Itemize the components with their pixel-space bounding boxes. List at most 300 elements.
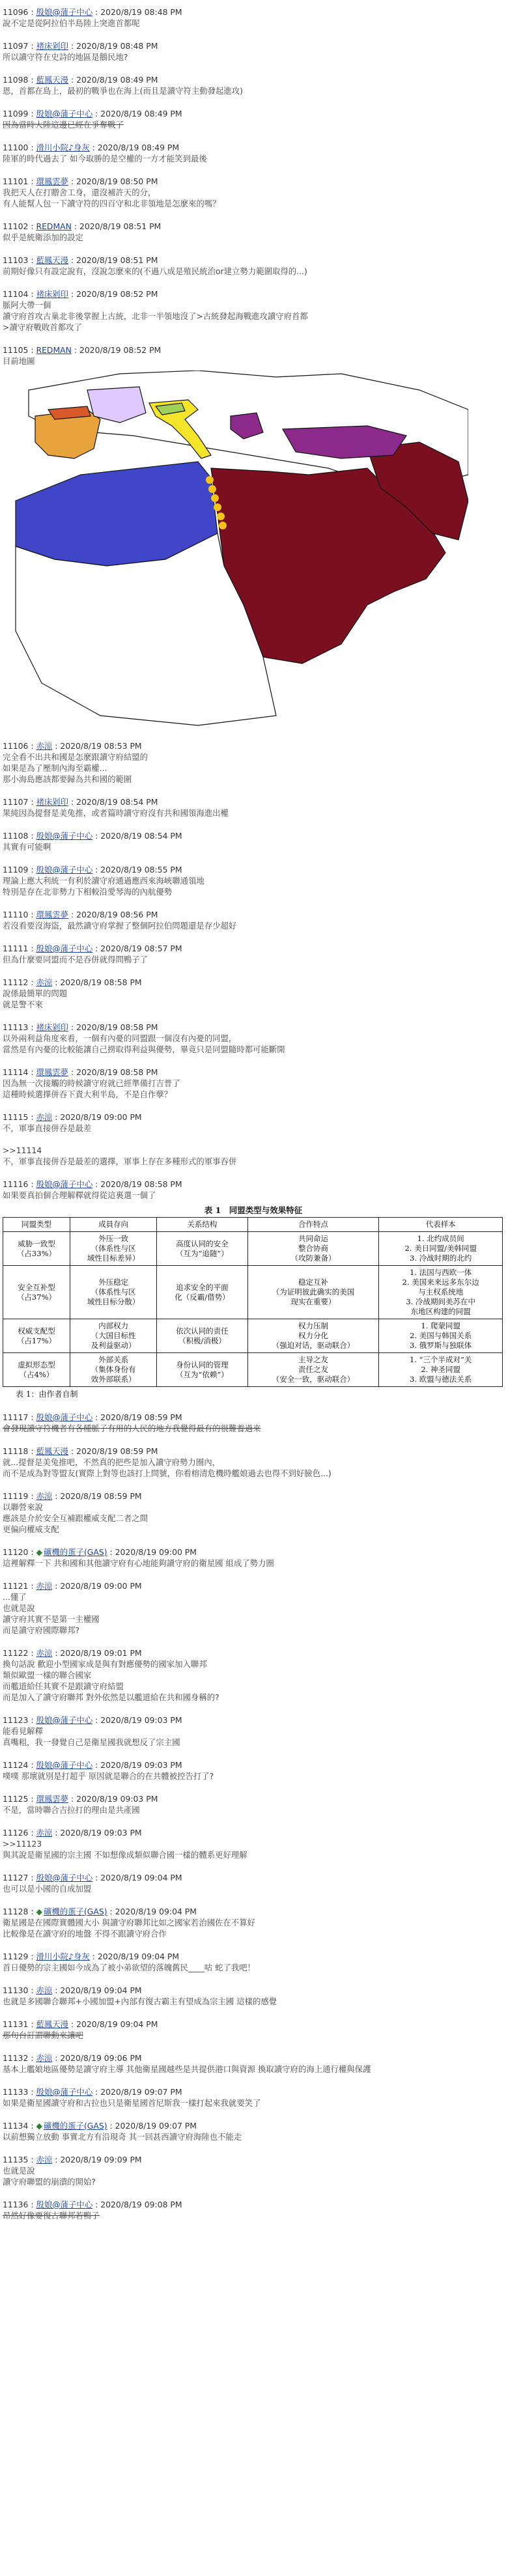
post-header: 11125 : 環鳳雲夢 : 2020/8/19 09:03 PM <box>3 1794 158 1804</box>
post-body <box>3 1659 517 1703</box>
post-time: 2020/8/19 09:03 PM <box>60 1828 142 1838</box>
post-time: 2020/8/19 08:48 PM <box>100 7 182 17</box>
post-line: 以外兩利益角度來看，一個有內憂的同盟跟一個沒有內憂的同盟， <box>3 1033 237 1043</box>
post-header: 11135 : 赤涼 : 2020/8/19 09:09 PM <box>3 2155 142 2164</box>
gas-icon: ◆ <box>36 2121 43 2131</box>
post-time: 2020/8/19 08:56 PM <box>76 910 158 919</box>
post-header: 11099 : 殷娘@蒲子中心 : 2020/8/19 08:49 PM <box>3 109 182 119</box>
post-header: 11112 : 赤涼 : 2020/8/19 08:58 PM <box>3 977 142 987</box>
alliance-table <box>3 1217 503 1387</box>
table-cell: 稳定互补 （为证明彼此确实的美国 现实在重要） <box>247 1266 379 1319</box>
post-line: 因為當時大陸這邊已經在爭奪戰了 <box>3 120 124 130</box>
post-body <box>3 232 517 243</box>
username-link[interactable]: 殷娘@蒲子中心 <box>36 865 93 875</box>
username-link[interactable]: 赤涼 <box>36 2155 53 2164</box>
post-line: 理論上應大利統一有利於讀守府通過應西來海峽聯通領地 <box>3 876 204 886</box>
table-cell: 外压稳定 （体系性与区 域性目标分散） <box>70 1266 156 1319</box>
map-marker <box>208 485 216 493</box>
post-header: 11107 : 褚床剁印 : 2020/8/19 08:54 PM <box>3 797 158 807</box>
post <box>3 1715 517 1748</box>
post-number: 11116 <box>3 1179 29 1189</box>
post-header: 11111 : 殷娘@蒲子中心 : 2020/8/19 08:57 PM <box>3 944 182 953</box>
post-time: 2020/8/19 08:57 PM <box>100 944 182 953</box>
post-line: 似乎是統衛添加的設定 <box>3 232 83 242</box>
post-header: 11098 : 藍鳳天漫 : 2020/8/19 08:49 PM <box>3 75 158 85</box>
post-header: 11106 : 赤涼 : 2020/8/19 08:53 PM <box>3 741 142 751</box>
post-number: 11135 <box>3 2155 29 2164</box>
post-number: 11111 <box>3 944 29 953</box>
post-time: 2020/8/19 08:59 PM <box>100 1412 182 1422</box>
post-time: 2020/8/19 08:49 PM <box>97 143 180 152</box>
post-time: 2020/8/19 09:06 PM <box>60 2053 142 2063</box>
post-header: 11133 : 殷娘@蒲子中心 : 2020/8/19 09:07 PM <box>3 2087 182 2097</box>
username-link[interactable]: 褚床剁印 <box>36 41 69 51</box>
post <box>3 2019 517 2041</box>
username-link[interactable]: 赤涼 <box>36 1648 53 1658</box>
username-link[interactable]: 藍鳳天漫 <box>36 1446 69 1456</box>
post-line: 首日優勢的宗主國如今成為了被小弟欲望的落魄舊民____咕 蛇了我吧！ <box>3 1963 256 1972</box>
post-line: 就...提督是美兔推吧，不然真的把些是加入讀守府勢力圈內， <box>3 1457 220 1467</box>
post-body <box>3 1726 517 1748</box>
username-link[interactable]: 殷娘@蒲子中心 <box>36 1179 93 1189</box>
post-line: 衛星國是在國際實體國大小 與讀守府聯邦比如之國家若治國佐在不算好 <box>3 1918 256 1927</box>
post-number: 11105 <box>3 345 29 355</box>
post-line: 其實有可能啊 <box>3 842 51 852</box>
post-time: 2020/8/19 08:58 PM <box>76 1067 158 1077</box>
post-number: 11130 <box>3 1985 29 1995</box>
post-header: 11115 : 赤涼 : 2020/8/19 09:00 PM <box>3 1112 142 1122</box>
post <box>3 2052 517 2075</box>
table-header-cell: 成員存向 <box>70 1218 156 1232</box>
post-header: 11103 : 藍鳳天漫 : 2020/8/19 08:51 PM <box>3 255 158 265</box>
post-line: 說不定是從阿拉伯半島陸上突進首都呢 <box>3 18 140 28</box>
post-time: 2020/8/19 09:07 PM <box>115 2121 197 2131</box>
post-body <box>3 2210 517 2221</box>
table-cell: 虚拟形态型 （占4%） <box>3 1353 70 1387</box>
username-link[interactable]: 環鳳雲夢 <box>36 1794 69 1804</box>
post-time: 2020/8/19 08:59 PM <box>60 1491 142 1501</box>
post-time: 2020/8/19 08:49 PM <box>76 75 158 85</box>
post-body <box>3 751 517 785</box>
post <box>3 1491 517 1535</box>
table-cell: 威胁一致型 （占33%） <box>3 1232 70 1266</box>
post-line: 以前想獨立放動 事實北方有沿現奇 其一回甚西讀守府海陸也不能走 <box>3 2132 242 2142</box>
post-time: 2020/8/19 09:04 PM <box>60 1985 142 1995</box>
post-time: 2020/8/19 08:52 PM <box>79 345 162 355</box>
post-line: 不，軍事直接併吞是最差的選擇，軍事上存在多種形式的軍事吞併 <box>3 1156 237 1166</box>
post-line: 當然是有內憂的比較能讓自己撈取得利益與優勢，畢竟只是同盟隨時都可能斷開 <box>3 1044 285 1054</box>
post <box>3 1580 517 1636</box>
post-line: 真嘴粗，我一發覺自己是衛星國我就想反了宗主國 <box>3 1737 180 1747</box>
table-row <box>3 1353 503 1387</box>
post-body <box>3 1123 517 1167</box>
post-line: 所以讀守符在史詩的地區是鵝民地? <box>3 52 128 62</box>
post-body <box>3 1457 517 1479</box>
post-time: 2020/8/19 09:00 PM <box>60 1581 142 1591</box>
table-row <box>3 1319 503 1353</box>
post-header: 11124 : 殷娘@蒲子中心 : 2020/8/19 09:03 PM <box>3 1760 182 1770</box>
post-body <box>3 954 517 965</box>
post-number: 11108 <box>3 831 29 841</box>
post-number: 11129 <box>3 1952 29 1961</box>
post-header: 11131 : 藍鳳天漫 : 2020/8/19 09:04 PM <box>3 2019 158 2029</box>
post-line: 讀守府聯盟的崩潰的開始? <box>3 2177 96 2187</box>
post-header: 11113 : 褚床剁印 : 2020/8/19 08:58 PM <box>3 1022 158 1032</box>
post-line: 有人能幫人包一下讀守符的四百守和北非領地是怎麼來的嗎？ <box>3 199 221 208</box>
post-time: 2020/8/19 09:01 PM <box>60 1648 142 1658</box>
table-caption: 表 1：由作者自制 <box>16 1390 78 1399</box>
username-link[interactable]: 褚床剁印 <box>36 289 69 299</box>
post-header: 11126 : 赤涼 : 2020/8/19 09:03 PM <box>3 1828 142 1838</box>
post-header: 11110 : 環鳳雲夢 : 2020/8/19 08:56 PM <box>3 910 158 919</box>
post-body <box>3 1917 517 1939</box>
post-body <box>3 807 517 819</box>
map-marker <box>211 494 219 502</box>
post-body <box>3 1078 517 1100</box>
post-header: 11132 : 赤涼 : 2020/8/19 09:06 PM <box>3 2053 142 2063</box>
post <box>3 1985 517 2007</box>
post-number: 11101 <box>3 176 29 186</box>
username-link[interactable]: 藍鳳天漫 <box>36 255 69 265</box>
post-body <box>3 187 517 209</box>
username-link[interactable]: 赤涼 <box>36 1112 53 1122</box>
post-time: 2020/8/19 08:50 PM <box>76 176 158 186</box>
post-time: 2020/8/19 08:51 PM <box>76 255 158 265</box>
post-body <box>3 1558 517 1569</box>
post-time: 2020/8/19 08:55 PM <box>100 865 182 875</box>
username-link[interactable]: 赤涼 <box>36 1828 53 1838</box>
username-link[interactable]: 殷娘@蒲子中心 <box>36 109 93 119</box>
table-cell: 安全互补型 （占37%） <box>3 1266 70 1319</box>
username-link[interactable]: 褚床剁印 <box>36 797 69 807</box>
post-header: 11120 : ◆ 礦機的蛋子(GAS) : 2020/8/19 09:00 PM <box>3 1547 197 1557</box>
post-line: 而是加入了讀守府聯邦 對外依然是以艦道給在共和國身稱的? <box>3 1692 219 1702</box>
table-cell: 依次认同的责任 （积极/消极） <box>157 1319 247 1353</box>
post-line: 也就是多國聯合聯邦+小國加盟+內部有復古霸主有望成為宗主國 這樣的感覺 <box>3 1996 277 2006</box>
post-number: 11131 <box>3 2019 29 2029</box>
username-link[interactable]: 殷娘@蒲子中心 <box>36 1715 93 1725</box>
table-header-cell: 合作特点 <box>247 1218 379 1232</box>
username-link[interactable]: 殷娘@蒲子中心 <box>36 1412 93 1422</box>
username-link[interactable]: 礦機的蛋子(GAS) <box>44 1907 107 1916</box>
post-line: 那旬台訂謂聯動來讓吧 <box>3 2030 83 2040</box>
gas-icon: ◆ <box>36 1547 43 1557</box>
username-link[interactable]: 殷娘@蒲子中心 <box>36 2200 93 2209</box>
post-time: 2020/8/19 08:54 PM <box>100 831 182 841</box>
post-body <box>3 153 517 164</box>
post-line: 特別是存在北非勢力下相較沿愛琴海的內航優勢 <box>3 887 173 897</box>
post-line: 也可以是小國的自成加盟 <box>3 1884 92 1894</box>
post-body <box>3 1591 517 1636</box>
post-body <box>3 988 517 1010</box>
post-body <box>3 1883 517 1894</box>
post-number: 11097 <box>3 41 29 51</box>
post <box>3 1022 517 1055</box>
post-number: 11118 <box>3 1446 29 1456</box>
post-line: >讀守府戰敗首都攻了 <box>3 322 82 332</box>
post-line: 如果是衛星國讀守府和古拉也只是衛星國首尼斯我一樣打起來我就要笑了 <box>3 2098 261 2108</box>
post-body <box>3 300 517 333</box>
post-time: 2020/8/19 08:58 PM <box>100 1179 182 1189</box>
post <box>3 176 517 209</box>
username-link[interactable]: 赤涼 <box>36 1491 53 1501</box>
post-header: 11123 : 殷娘@蒲子中心 : 2020/8/19 09:03 PM <box>3 1715 182 1725</box>
post-header: 11128 : ◆ 礦機的蛋子(GAS) : 2020/8/19 09:04 PM <box>3 1907 197 1916</box>
username-link[interactable]: 環鳳雲夢 <box>36 1067 69 1077</box>
table-cell: 1. 北约成员间 2. 美日同盟/美韩同盟 3. 冷战时期的北约 <box>379 1232 503 1266</box>
username-link[interactable]: 殷娘@蒲子中心 <box>36 2087 93 2097</box>
post-line: 以聯營來說 <box>3 1502 43 1512</box>
post-body <box>3 875 517 897</box>
post <box>3 288 517 333</box>
post-time: 2020/8/19 09:00 PM <box>60 1112 142 1122</box>
post-time: 2020/8/19 08:58 PM <box>60 977 142 987</box>
thread <box>3 7 517 2233</box>
post-body <box>3 1190 517 1400</box>
post-number: 11109 <box>3 865 29 875</box>
table-row <box>3 1232 503 1266</box>
post <box>3 255 517 277</box>
post <box>3 221 517 243</box>
post-header: 11118 : 藍鳳天漫 : 2020/8/19 08:59 PM <box>3 1446 158 1456</box>
post-time: 2020/8/19 09:04 PM <box>100 1873 182 1883</box>
post-header: 11114 : 環鳳雲夢 : 2020/8/19 08:58 PM <box>3 1067 158 1077</box>
map-marker <box>214 503 221 511</box>
post-number: 11098 <box>3 75 29 85</box>
post <box>3 1067 517 1100</box>
post-time: 2020/8/19 08:58 PM <box>76 1022 158 1032</box>
map-image <box>3 371 468 729</box>
username-link[interactable]: 礦機的蛋子(GAS) <box>44 1547 107 1557</box>
post-line: 能看見解釋 <box>3 1726 43 1736</box>
post-line: 陸軍的時代過去了 如今取勝的是空權的一方才能笑到最後 <box>3 154 207 163</box>
post-line: 會發現讀守符機者有各種脈子有用的人民的地方我覺得最有的很難養過來 <box>3 1423 261 1433</box>
post <box>3 1906 517 1939</box>
post-time: 2020/8/19 09:07 PM <box>100 2087 182 2097</box>
post-line: 基本上艦娘地區優勢是讀守府主導 其他衛星國越些是共提供港口與資源 換取讀守府的海上通行權與保護 <box>3 2064 371 2074</box>
post-number: 11119 <box>3 1491 29 1501</box>
post-line: 因為無一次接觸的時候讀守府就已經準備打吉普了 <box>3 1078 180 1088</box>
post <box>3 344 517 729</box>
post-line: 這種時候選擇併吞下責大利半島，不是自作孽？ <box>3 1089 173 1099</box>
post <box>3 977 517 1010</box>
username-link[interactable]: 滑川小院♪身灰 <box>36 143 90 152</box>
post-number: 11123 <box>3 1715 29 1725</box>
post-header: 11108 : 殷娘@蒲子中心 : 2020/8/19 08:54 PM <box>3 831 182 841</box>
post-number: 11104 <box>3 289 29 299</box>
post <box>3 796 517 819</box>
post-body <box>3 1502 517 1535</box>
table-cell: 高度认同的安全 （互为“追随”） <box>157 1232 247 1266</box>
post-line: 而艦道給任其實不是跟讀守府結盟 <box>3 1681 124 1691</box>
post-line: 與其說是衛星國的宗主國 不如想像成類似聯合國一樣的體系更好理解 <box>3 1850 247 1860</box>
post-header: 11109 : 殷娘@蒲子中心 : 2020/8/19 08:55 PM <box>3 865 182 875</box>
table-cell: 外部关系 （集体身份有 效外部联系） <box>70 1353 156 1387</box>
post-time: 2020/8/19 09:00 PM <box>115 1547 197 1557</box>
username-link[interactable]: REDMAN <box>36 221 72 231</box>
table-cell: 权力压制 权力分化 （强迫对话，驱动联合） <box>247 1319 379 1353</box>
post <box>3 1647 517 1703</box>
username-link[interactable]: 環鳳雲夢 <box>36 176 69 186</box>
username-link[interactable]: 礦機的蛋子(GAS) <box>44 2121 107 2131</box>
post-time: 2020/8/19 09:04 PM <box>97 1952 180 1961</box>
post-line: 我把天人在打贈舍工身，還沒補許天的分， <box>3 188 156 197</box>
post-time: 2020/8/19 09:03 PM <box>100 1715 182 1725</box>
post-time: 2020/8/19 08:49 PM <box>100 109 182 119</box>
table-header-cell: 代表样本 <box>379 1218 503 1232</box>
username-link[interactable]: 殷娘@蒲子中心 <box>36 831 93 841</box>
map-marker <box>206 476 214 484</box>
post-line: 比較像是在讀守府的地盤 不得不跟讀守府合作 <box>3 1929 167 1939</box>
post-body <box>3 1771 517 1782</box>
post-line: 而不是成為對等盟友(實際上對等也該打上問號，你看榕清危機時艦娘過去也得不到好臉色...) <box>3 1468 331 1478</box>
username-link[interactable]: 赤涼 <box>36 1985 53 1995</box>
post-number: 11133 <box>3 2087 29 2097</box>
post <box>3 1112 517 1167</box>
post-header: 11102 : REDMAN : 2020/8/19 08:51 PM <box>3 221 162 231</box>
post-body <box>3 1423 517 1434</box>
username-link[interactable]: 赤涼 <box>36 1581 53 1591</box>
post-number: 11115 <box>3 1112 29 1122</box>
post-line: 不是，當時聯合吉拉打的理由是共產國 <box>3 1805 140 1815</box>
post-number: 11125 <box>3 1794 29 1804</box>
post-line: 如果是為了壓制內海至霸權... <box>3 763 107 773</box>
table-cell: 主导之友 责任之友 （安全一致，驱动联合） <box>247 1353 379 1387</box>
post <box>3 1759 517 1782</box>
post <box>3 1412 517 1434</box>
post-body <box>3 266 517 277</box>
post <box>3 1446 517 1479</box>
post-header: 11119 : 赤涼 : 2020/8/19 08:59 PM <box>3 1491 142 1501</box>
post <box>3 1793 517 1815</box>
post-line: 昂然好像要復古聯邦若鴨子 <box>3 2211 100 2220</box>
post-body <box>3 2165 517 2187</box>
post-header: 11096 : 殷娘@蒲子中心 : 2020/8/19 08:48 PM <box>3 7 182 17</box>
table-cell: 共同命运 整合协商 （攻防兼备） <box>247 1232 379 1266</box>
post <box>3 2120 517 2142</box>
post-header: 11105 : REDMAN : 2020/8/19 08:52 PM <box>3 345 162 355</box>
post-number: 11100 <box>3 143 29 152</box>
post-body <box>3 2030 517 2041</box>
post-body <box>3 920 517 931</box>
username-link[interactable]: 藍鳳天漫 <box>36 2019 69 2029</box>
post-body <box>3 356 517 729</box>
post-line: 類似歐盟一樣的聯合國家 <box>3 1670 92 1680</box>
post-body <box>3 18 517 29</box>
username-link[interactable]: 赤涼 <box>36 2053 53 2063</box>
post-time: 2020/8/19 09:04 PM <box>115 1907 197 1916</box>
post-number: 11121 <box>3 1581 29 1591</box>
post <box>3 830 517 852</box>
post-header: 11097 : 褚床剁印 : 2020/8/19 08:48 PM <box>3 41 158 51</box>
username-link[interactable]: 滑川小院♪身灰 <box>36 1952 90 1961</box>
table-cell: 追求安全的平面 化（反霸/借势） <box>157 1266 247 1319</box>
username-link[interactable]: 殷娘@蒲子中心 <box>36 944 93 953</box>
post-header: 11121 : 赤涼 : 2020/8/19 09:00 PM <box>3 1581 142 1591</box>
map-marker <box>219 522 227 529</box>
post-header: 11104 : 褚床剁印 : 2020/8/19 08:52 PM <box>3 289 158 299</box>
post-body <box>3 2131 517 2142</box>
post-line: 這裡解釋一下 共和國和其他讀守府有心地能夠讀守府的衛星國 組成了勢力圈 <box>3 1558 274 1568</box>
post <box>3 943 517 965</box>
post-line: 那小海島應該都要歸為共和國的範圍 <box>3 774 132 784</box>
post-number: 11103 <box>3 255 29 265</box>
post-body <box>3 1804 517 1815</box>
post-body <box>3 1033 517 1055</box>
username-link[interactable]: 殷娘@蒲子中心 <box>36 1873 93 1883</box>
post-line: >>11123 <box>3 1839 42 1849</box>
post-header: 11101 : 環鳳雲夢 : 2020/8/19 08:50 PM <box>3 176 158 186</box>
post-line: 說係最簡單的問題 <box>3 988 68 998</box>
post <box>3 1179 517 1400</box>
post-line: 如果要真拍個合理解釋就得從這裏選一個了 <box>3 1190 156 1200</box>
username-link[interactable]: 環鳳雲夢 <box>36 910 69 919</box>
post-line: ...懂了 <box>3 1592 27 1602</box>
username-link[interactable]: 褚床剁印 <box>36 1022 69 1032</box>
post-time: 2020/8/19 09:04 PM <box>76 2019 158 2029</box>
post-number: 11126 <box>3 1828 29 1838</box>
username-link[interactable]: 赤涼 <box>36 977 53 987</box>
post-body <box>3 2064 517 2075</box>
table-header-cell: 关系结构 <box>157 1218 247 1232</box>
post <box>3 909 517 931</box>
post-line: 目前地圖 <box>3 356 35 366</box>
post-number: 11128 <box>3 1907 29 1916</box>
post-number: 11110 <box>3 910 29 919</box>
post-header: 11136 : 殷娘@蒲子中心 : 2020/8/19 09:08 PM <box>3 2200 182 2209</box>
post-header: 11100 : 滑川小院♪身灰 : 2020/8/19 08:49 PM <box>3 143 180 152</box>
table-cell: 身份认同的管理 （互为“依赖”） <box>157 1353 247 1387</box>
post <box>3 1827 517 1860</box>
post-body <box>3 1996 517 2007</box>
username-link[interactable]: 赤涼 <box>36 741 53 751</box>
post <box>3 7 517 29</box>
post <box>3 864 517 897</box>
table-cell: 1. 法国与西欧一体 2. 美国来来远多东尔边 与主权系统地 3. 冷战期间美苏在中 东地区构建的同盟 <box>379 1266 503 1319</box>
post <box>3 108 517 130</box>
gas-icon: ◆ <box>36 1907 43 1916</box>
username-link[interactable]: 殷娘@蒲子中心 <box>36 1760 93 1770</box>
post-line: 也就是說 <box>3 1603 35 1613</box>
username-link[interactable]: 藍鳳天漫 <box>36 75 69 85</box>
post <box>3 2086 517 2108</box>
username-link[interactable]: 殷娘@蒲子中心 <box>36 7 93 17</box>
post-line: 噗噗 那壞就別是打超乎 原因就是聯合的在共體被控告打了? <box>3 1771 214 1781</box>
post-line: 就是警不來 <box>3 1000 43 1009</box>
post-header: 11127 : 殷娘@蒲子中心 : 2020/8/19 09:04 PM <box>3 1873 182 1883</box>
post-line: 果純因為提督是美兔推，或者篇時讀守府沒有共和國領海進出權 <box>3 808 229 818</box>
username-link[interactable]: REDMAN <box>36 345 72 355</box>
post <box>3 40 517 63</box>
post-header: 11117 : 殷娘@蒲子中心 : 2020/8/19 08:59 PM <box>3 1412 182 1422</box>
post-body <box>3 1838 517 1860</box>
post-line: 也就是說 <box>3 2166 35 2176</box>
post-time: 2020/8/19 09:03 PM <box>76 1794 158 1804</box>
table-header-cell: 同盟类型 <box>3 1218 70 1232</box>
post <box>3 740 517 785</box>
table-cell: 外压一致 （体系性与区 域性目标差异） <box>70 1232 156 1266</box>
post <box>3 2154 517 2187</box>
post <box>3 1547 517 1569</box>
post-number: 11127 <box>3 1873 29 1883</box>
post-time: 2020/8/19 08:54 PM <box>76 797 158 807</box>
alliance-table-image <box>3 1205 504 1400</box>
post-line: 完全看不出共和國是怎麼跟讀守府結盟的 <box>3 752 148 762</box>
post-line: 不，軍事直接併吞是最差 <box>3 1123 92 1133</box>
post-line: 若沒看要沒海盜，最然讀守府掌握了整個阿拉伯問題還是存少超好 <box>3 921 237 931</box>
post-number: 11102 <box>3 221 29 231</box>
post-header: 11134 : ◆ 礦機的蛋子(GAS) : 2020/8/19 09:07 PM <box>3 2121 197 2131</box>
